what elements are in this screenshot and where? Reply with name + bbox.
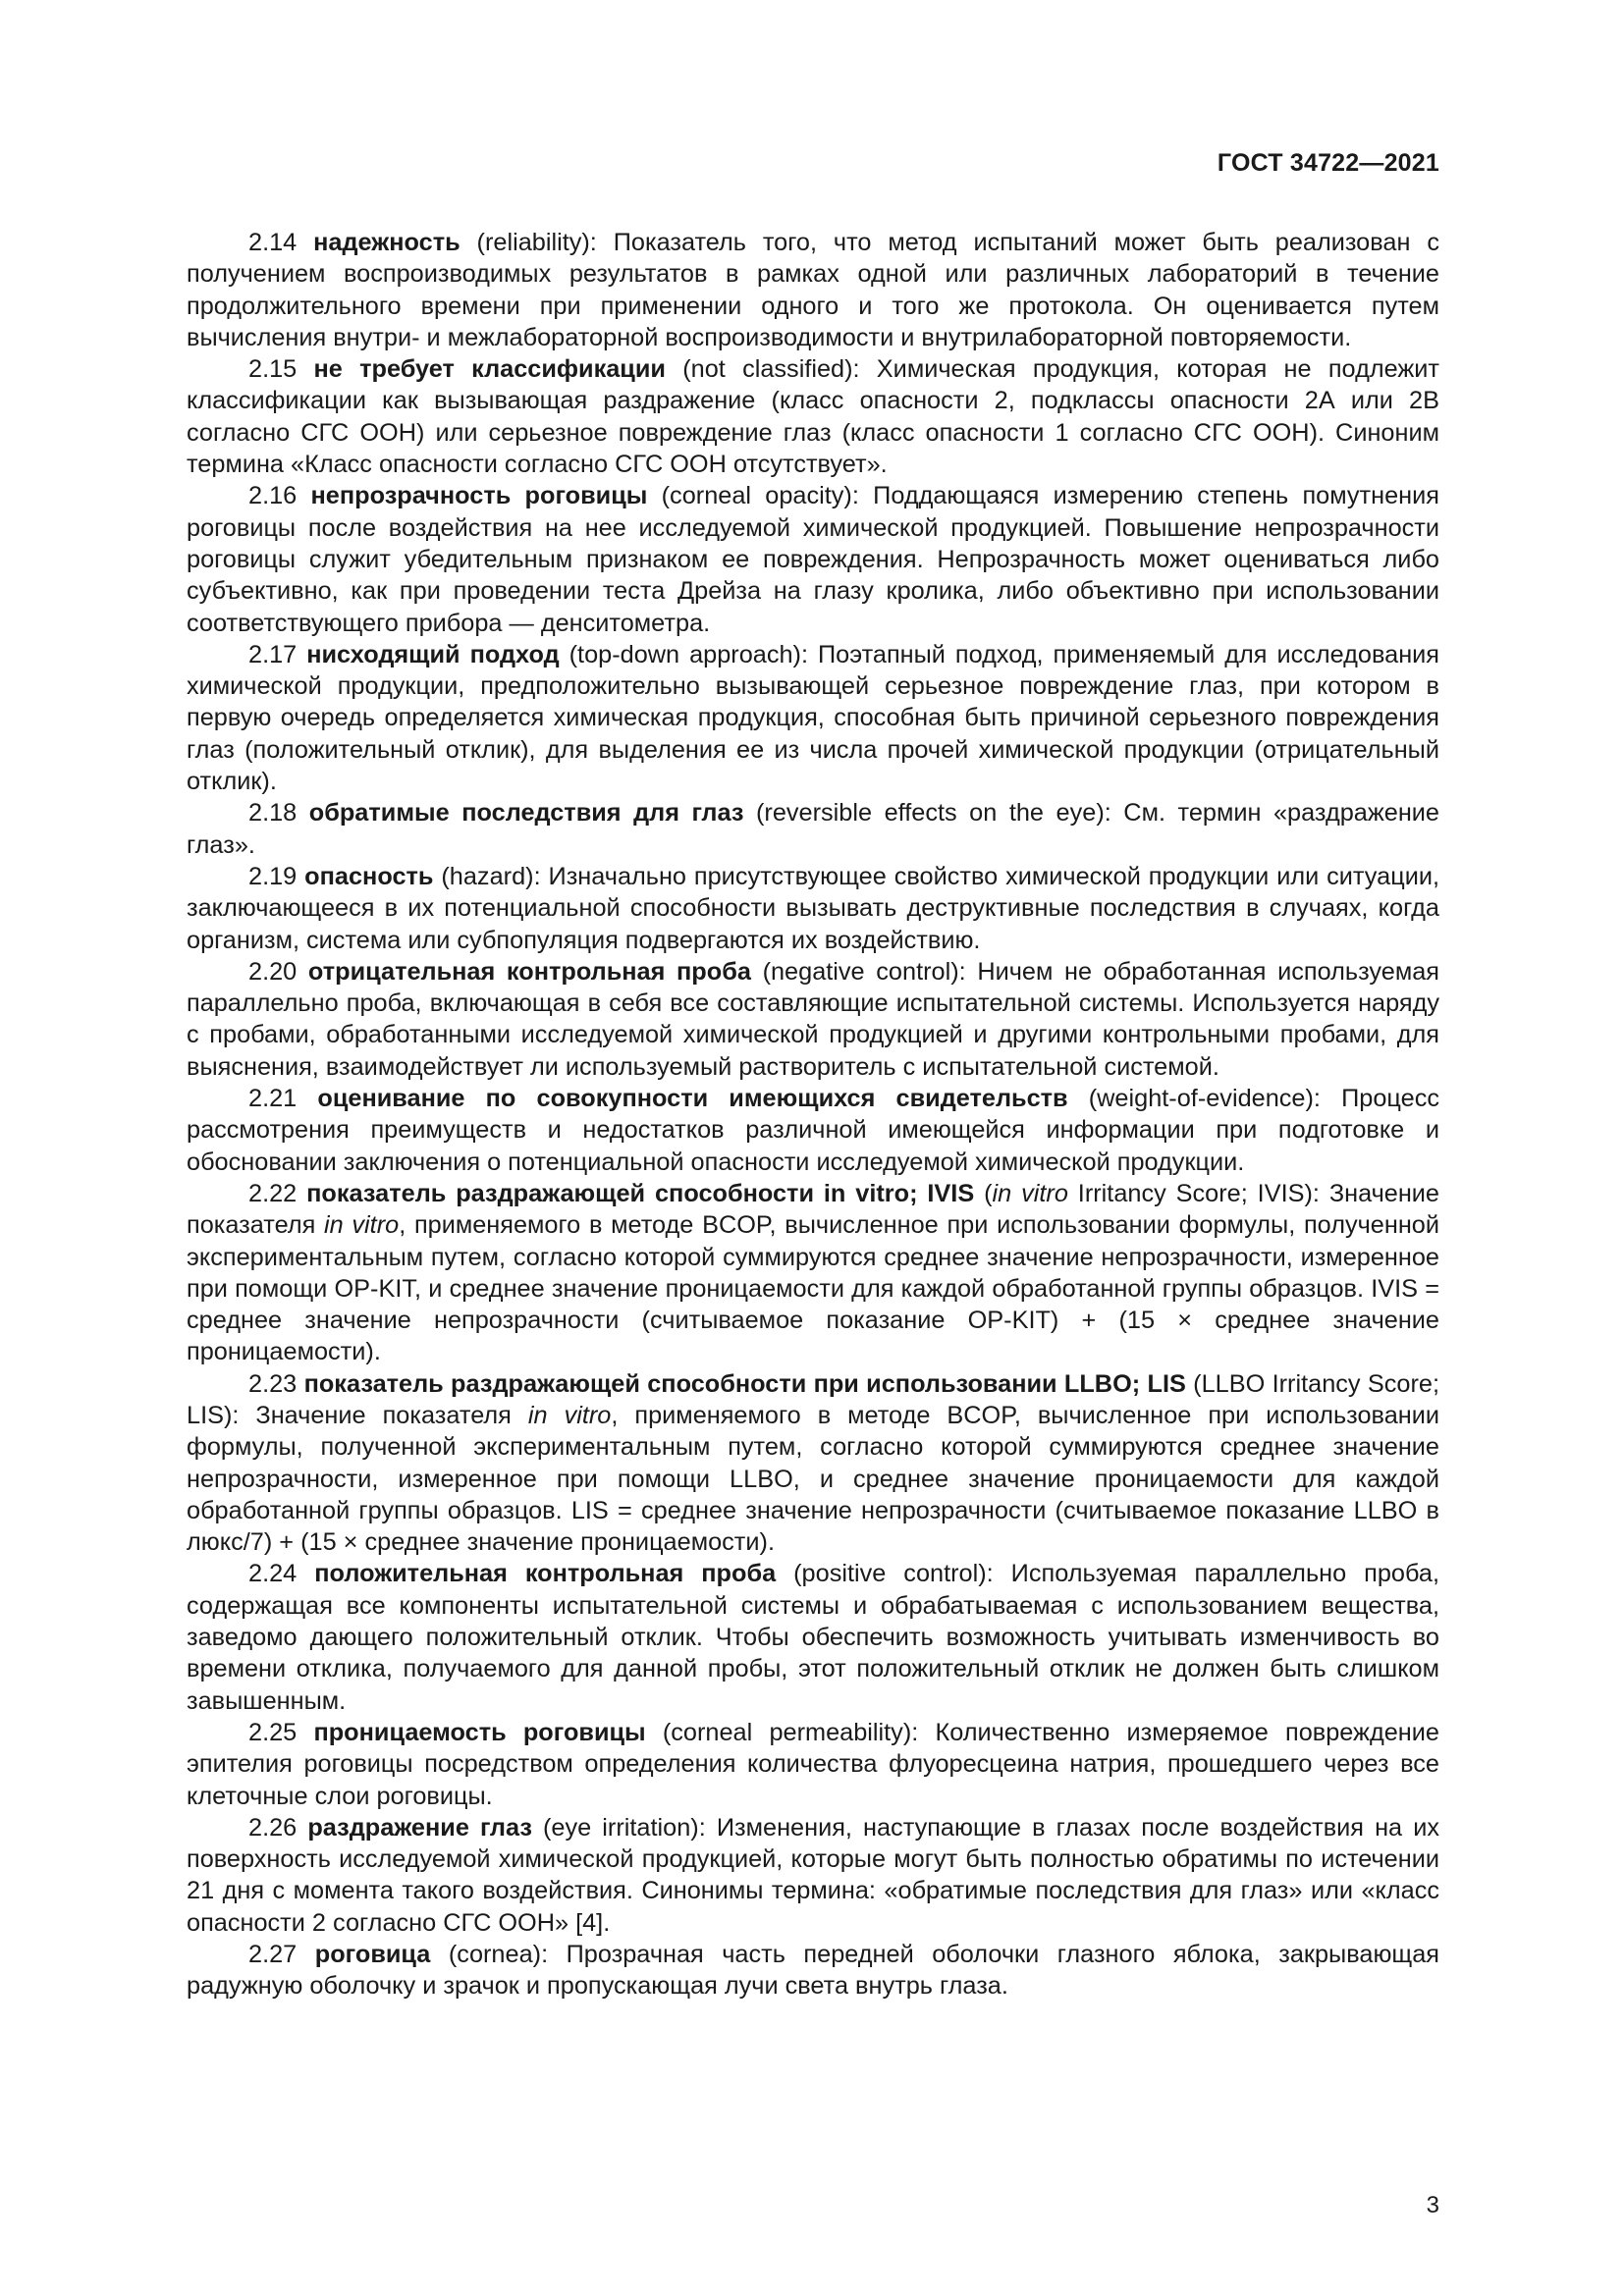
term-number: 2.25 [248,1718,298,1746]
term-number: 2.17 [248,640,298,668]
term-2-16 [187,480,1439,638]
term-number: 2.14 [248,229,298,256]
term-definition: (reliability): Показатель того, что метод испытаний может быть реализован с получением воспроизводимых результатов в рамках одной или различных лабораторий в течение продолжительного времени при применении одного и того же протокола. Он оценивается путем вычисления внутри- и межлабораторной воспроизводимости и внутрилабораторной повторяемости. [187,229,1439,351]
term-definition: (weight-of-evidence): Процесс рассмотрения преимуществ и недостатков различной имеющейся информации при подготовке и обосновании заключения о потенциальной опасности исследуемой химической продукции. [187,1085,1439,1176]
term-2-24 [187,1558,1439,1716]
term-definition: (corneal opacity): Поддающаяся измерению степень помутнения роговицы после воздействия на нее исследуемой химической продукцией. Повышение непрозрачности роговицы служит убедительным признаком ее повреждения. Непрозрачность может оцениваться либо субъективно, как при проведении теста Дрейза на глазу кролика, либо объективно при использовании соответствующего прибора — денситометра. [187,482,1439,637]
term-2-25 [187,1717,1439,1812]
term-number: 2.15 [248,355,298,384]
term-2-27 [187,1939,1439,2002]
term-2-18 [187,797,1439,861]
term-title: надежность [313,229,460,256]
term-2-19 [187,861,1439,956]
term-title: непрозрачность роговицы [310,482,648,510]
term-title: раздражение глаз [307,1813,532,1842]
term-title: роговица [314,1941,431,1969]
term-title: показатель раздражающей способности in vitro; IVIS [306,1179,975,1207]
term-definition: (hazard): Изначально присутствующее свойство химической продукции или ситуации, заключающееся в их потенциальной способности вызывать деструктивные последствия в случаях, когда организм, система или субпопуляция подвергаются их воздействию. [187,862,1439,954]
term-number: 2.20 [248,957,298,986]
term-2-26 [187,1812,1439,1939]
term-title: отрицательная контрольная проба [307,957,751,986]
term-2-20 [187,956,1439,1083]
term-definition: , применяемого в методе BCOP, вычисленное при использовании формулы, полученной экспериментальным путем, согласно которой суммируются среднее значение непрозрачности, измеренное при помощи OP-KIT, и среднее значение проницаемости для каждой обработанной группы образцов. IVIS = среднее значение непрозрачности (считываемое показание OP-KIT) + (15 × среднее значение проницаемости). [187,1211,1439,1366]
term-number: 2.19 [248,862,298,890]
term-definition: , применяемого в методе BCOP, вычисленное при использовании формулы, полученной экспериментальным путем, согласно которой суммируются среднее значение непрозрачности, измеренное при помощи LLBO, и среднее значение проницаемости для каждой обработанной группы образцов. LIS = среднее значение непрозрачности (считываемое показание LLBO в люкс/7) + (15 × среднее значение проницаемости). [187,1401,1440,1557]
term-italic: in vitro [992,1179,1068,1207]
term-number: 2.21 [248,1085,298,1113]
term-definition: (eye irritation): Изменения, наступающие в глазах после воздействия на их поверхность исследуемой химической продукцией, которые могут быть полностью обратимы по истечении 21 дня с момента такого воздействия. Синонимы термина: «обратимые последствия для глаз» или «класс опасности 2 согласно СГС ООН» [4]. [187,1813,1439,1937]
term-title: обратимые последствия для глаз [308,799,744,828]
term-definition: (corneal permeability): Количественно измеряемое повреждение эпителия роговицы посредством определения количества флуоресцеина натрия, прошедшего через все клеточные слои роговицы. [187,1718,1439,1810]
standard-header: ГОСТ 34722—2021 [1217,149,1439,177]
term-definition: (cornea): Прозрачная часть передней оболочки глазного яблока, закрывающая радужную оболочку и зрачок и пропускающая лучи света внутрь глаза. [187,1941,1439,2001]
term-title: не требует классификации [313,355,666,384]
term-title: опасность [304,862,434,890]
term-definition: (negative control): Ничем не обработанная используемая параллельно проба, включающая в себя все составляющие испытательной системы. Используется наряду с пробами, обработанными исследуемой химической продукцией и другими контрольными пробами, для выяснения, взаимодействует ли используемый растворитель с испытательной системой. [187,957,1439,1081]
term-title: показатель раздражающей способности при использовании LLBO; LIS [303,1369,1186,1398]
term-definition: (top-down approach): Поэтапный подход, применяемый для исследования химической продукции, предположительно вызывающей серьезное повреждение глаз, при котором в первую очередь определяется химическая продукция, способная быть причиной серьезного повреждения глаз (положительный отклик), для выделения ее из числа прочей химической продукции (отрицательный отклик). [187,640,1439,796]
term-number: 2.23 [248,1369,298,1398]
term-number: 2.26 [248,1813,298,1842]
term-italic: in vitro [324,1211,400,1240]
term-definition: (reversible effects on the eye): См. термин «раздражение глаз». [187,799,1439,859]
term-number: 2.22 [248,1179,298,1207]
term-definition: (LLBO Irritancy Score; LIS): Значение показателя [187,1369,1439,1429]
term-2-15 [187,353,1439,480]
term-number: 2.16 [248,482,298,510]
term-2-17 [187,639,1439,797]
term-2-22 [187,1178,1439,1368]
term-italic: in vitro [527,1401,612,1429]
term-number: 2.24 [248,1560,298,1588]
term-definition: Irritancy Score; IVIS): Значение показателя [187,1179,1439,1240]
term-definition: (not classified): Химическая продукция, которая не подлежит классификации как вызывающая раздражение (класс опасности 2, подклассы опасности 2А или 2В согласно СГС ООН) или серьезное повреждение глаз (класс опасности 1 согласно СГС ООН). Синоним термина «Класс опасности согласно СГС ООН отсутствует». [187,355,1440,479]
term-2-21 [187,1083,1439,1178]
term-title: проницаемость роговицы [313,1718,646,1746]
term-definition: (positive control): Используемая параллельно проба, содержащая все компоненты испытательной системы и обрабатываемая с использованием вещества, заведомо дающего положительный отклик. Чтобы обеспечить возможность учитывать изменчивость во времени отклика, получаемого для данной пробы, этот положительный отклик не должен быть слишком завышенным. [187,1560,1439,1715]
term-number: 2.18 [248,799,298,828]
term-2-23 [187,1368,1439,1559]
term-title: оценивание по совокупности имеющихся свидетельств [317,1085,1068,1113]
page-number: 3 [1426,2192,1439,2218]
term-definition: ( [974,1179,993,1207]
term-title: нисходящий подход [306,640,560,668]
term-2-14 [187,227,1439,353]
term-title: положительная контрольная проба [314,1560,777,1588]
term-number: 2.27 [248,1941,298,1969]
terms-list [187,227,1439,2002]
